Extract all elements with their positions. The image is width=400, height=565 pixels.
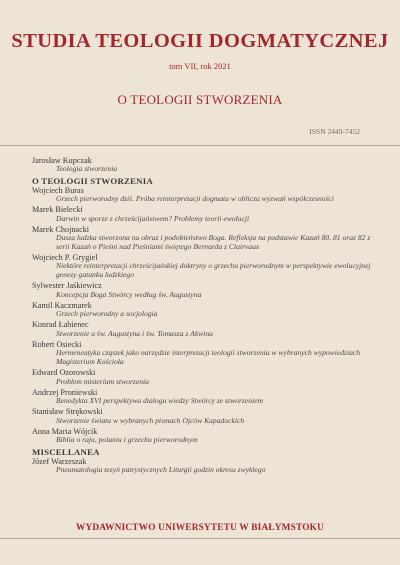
issue-title: O TEOLOGII STWORZENIA [117, 92, 283, 107]
toc-article-title: Biblia o raju, polaniu i grzechu pierworodnym [56, 435, 198, 445]
toc-article-title: Koncepcja Boga Stwórcy według św. Augustyna [56, 289, 202, 299]
toc-entry [32, 340, 377, 367]
toc-article-title: Benedykta XVI perspektywa dialogu wiedzy Stwórcy ze stworzeniem [56, 396, 264, 406]
toc-entry [32, 388, 377, 406]
toc-section-heading: MISCELLANEA [32, 446, 100, 457]
toc-entry [32, 281, 377, 299]
toc-article-title: Grzech pierworodny a socjologia [56, 309, 158, 319]
toc-author: Wojciech Buras [32, 185, 84, 195]
issn: ISSN 2449-7452 [309, 127, 360, 136]
toc-author: Sylwester Jaśkiewicz [32, 281, 102, 291]
toc-entry [32, 186, 377, 204]
toc-author: Kamil Kaczmarek [32, 300, 92, 310]
toc-article-title: Teologia stworzenia [56, 164, 118, 174]
toc-entry [32, 407, 377, 425]
toc-article-title: Problem misterium stworzenia [56, 376, 149, 386]
toc-entry [32, 368, 377, 386]
toc-article-title: Dusza ludzka stworzona na obraz i podobieństwo Boga. Refleksja na podstawie Kazań 80, 81 oraz 82 z serii Kazań o Pieśni nad Pieśniami świętego Bernarda z Clairvaux [56, 233, 371, 251]
toc-entry [32, 156, 377, 174]
toc-author: Marek Bielecki [32, 205, 83, 215]
toc-article-title: Stworzenie świata w wybranych pismach Ojców Kapadockich [56, 415, 245, 425]
toc-article-title: Stworzenie u św. Augustyna i św. Tomasza z Akwinu [56, 328, 213, 338]
toc-article-title: Hermeneutyka cząstek jako narzędzie interpretacji teologii stworzenia w wybranych wypowiedziach Magisterium Kościoła [56, 348, 361, 366]
toc-entry [32, 457, 377, 475]
toc-article-title: Darwin w sporze z chrześcijaństwem? Problemy teorii ewolucji [56, 213, 250, 223]
publisher: WYDAWNICTWO UNIWERSYTETU W BIAŁYMSTOKU [75, 523, 325, 533]
journal-title: STUDIA TEOLOGII DOGMATYCZNEJ [11, 30, 389, 52]
toc-entry [32, 320, 377, 338]
toc-author: Konrad Łabienec [32, 320, 89, 330]
table-of-contents [32, 156, 377, 476]
toc-author: Stanisław Strękowski [32, 407, 103, 417]
bottom-divider [0, 538, 400, 539]
toc-author: Marek Chojnacki [32, 224, 90, 234]
toc-author: Andrzej Proniewski [32, 387, 98, 397]
toc-author: Jarosław Kupczak [32, 156, 92, 165]
volume-info: tom VII, rok 2021 [169, 61, 231, 71]
toc-entry [32, 225, 377, 252]
toc-author: Józef Warzeszak [32, 456, 87, 466]
toc-section-heading: O TEOLOGII STWORZENIA [32, 175, 153, 186]
toc-entry [32, 253, 377, 280]
toc-author: Edward Ozorowski [32, 368, 96, 378]
toc-entry [32, 301, 377, 319]
toc-author: Robert Osiecki [32, 339, 82, 349]
toc-article-title: Niektóre reinterpretacji chrześcijańskiej doktryny o grzechu pierworodnym w perspektywie ewolucyjnej genezy gatunku ludzkiego [56, 261, 371, 279]
toc-author: Anna Maria Wójcik [32, 426, 98, 436]
top-divider [0, 145, 400, 146]
toc-article-title: Grzech pierworodny dziś. Próba reinterpretacji dogmatu w obliczu wyzwań współczesności [56, 194, 335, 203]
toc-entry [32, 427, 377, 445]
toc-author: Wojciech P. Grygiel [32, 252, 98, 262]
toc-article-title: Pneumatologia tezyń patrystycznych Liturgii godzin okresu zwykłego [56, 464, 266, 474]
toc-entry [32, 205, 377, 223]
